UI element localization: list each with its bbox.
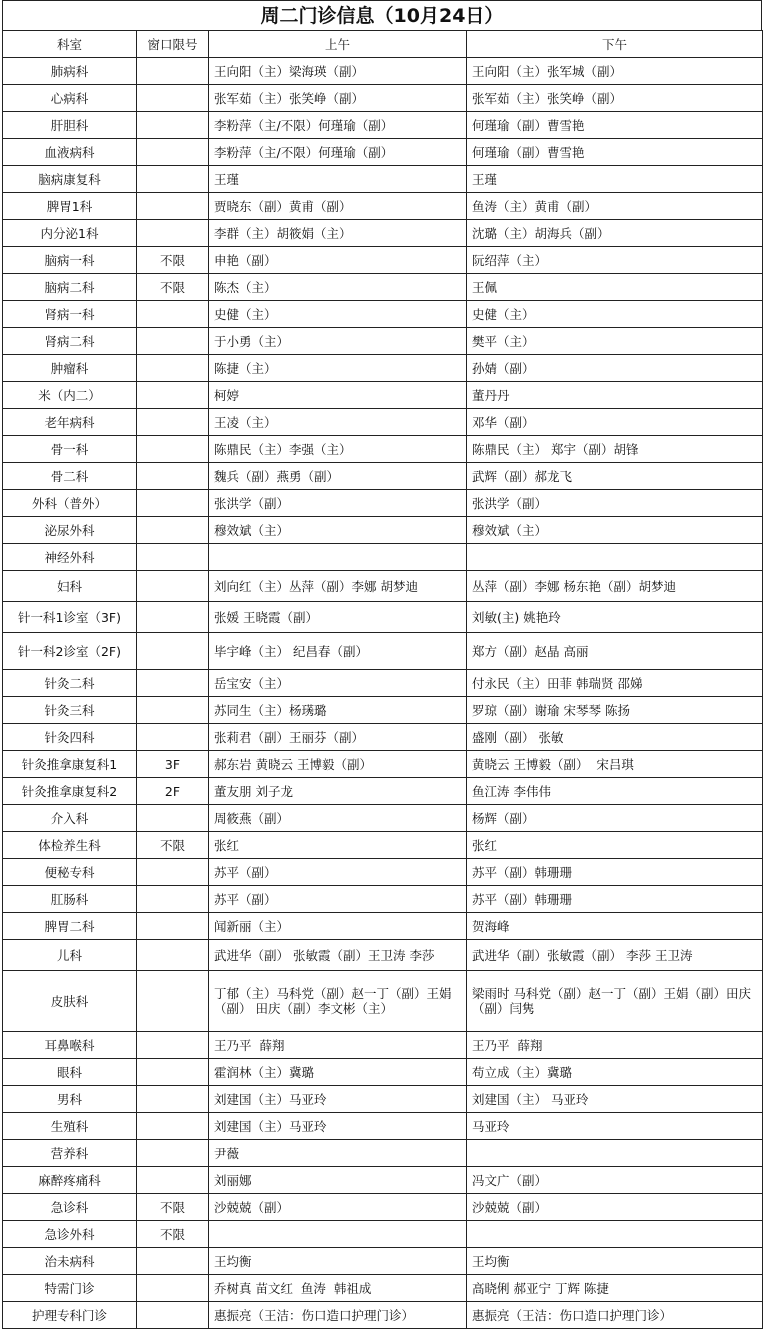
department-cell: 麻醉疼痛科 [3, 1167, 137, 1194]
morning-cell: 王凌（主） [209, 409, 467, 436]
window-limit-cell [137, 971, 209, 1032]
morning-cell: 于小勇（主） [209, 328, 467, 355]
department-cell: 针灸二科 [3, 670, 137, 697]
table-row [3, 751, 763, 778]
window-limit-cell: 不限 [137, 247, 209, 274]
morning-cell: 刘向红（主）丛萍（副）李娜 胡梦迪 [209, 571, 467, 602]
department-cell: 特需门诊 [3, 1275, 137, 1302]
table-row [3, 301, 763, 328]
afternoon-cell: 王向阳（主）张军城（副） [467, 58, 763, 85]
header-afternoon: 下午 [467, 31, 763, 58]
morning-cell: 董友朋 刘子龙 [209, 778, 467, 805]
table-row [3, 328, 763, 355]
afternoon-cell: 马亚玲 [467, 1113, 763, 1140]
morning-cell: 史健（主） [209, 301, 467, 328]
window-limit-cell [137, 1113, 209, 1140]
window-limit-cell [137, 633, 209, 670]
table-body [3, 58, 763, 1329]
morning-cell: 苏平（副） [209, 886, 467, 913]
department-cell: 急诊外科 [3, 1221, 137, 1248]
department-cell: 针灸推拿康复科2 [3, 778, 137, 805]
table-row [3, 1086, 763, 1113]
morning-cell: 李粉萍（主/不限）何瑾瑜（副） [209, 139, 467, 166]
table-row [3, 490, 763, 517]
morning-cell: 陈鼎民（主）李强（主） [209, 436, 467, 463]
department-cell: 骨一科 [3, 436, 137, 463]
table-row [3, 85, 763, 112]
morning-cell: 刘建国（主）马亚玲 [209, 1086, 467, 1113]
table-row [3, 355, 763, 382]
morning-cell: 毕宇峰（主） 纪昌春（副） [209, 633, 467, 670]
morning-cell: 岳宝安（主） [209, 670, 467, 697]
window-limit-cell [137, 301, 209, 328]
table-row [3, 247, 763, 274]
header-department: 科室 [3, 31, 137, 58]
morning-cell: 魏兵（副）燕勇（副） [209, 463, 467, 490]
department-cell: 针一科1诊室（3F) [3, 602, 137, 633]
table-row [3, 1275, 763, 1302]
table-row [3, 778, 763, 805]
afternoon-cell: 罗琼（副）谢瑜 宋琴琴 陈扬 [467, 697, 763, 724]
afternoon-cell: 王乃平 薛翔 [467, 1032, 763, 1059]
afternoon-cell: 苟立成（主）冀璐 [467, 1059, 763, 1086]
department-cell: 脑病二科 [3, 274, 137, 301]
morning-cell: 张红 [209, 832, 467, 859]
table-row [3, 544, 763, 571]
header-window-limit: 窗口限号 [137, 31, 209, 58]
department-cell: 针灸推拿康复科1 [3, 751, 137, 778]
department-cell: 皮肤科 [3, 971, 137, 1032]
table-row [3, 58, 763, 85]
afternoon-cell: 丛萍（副）李娜 杨东艳（副）胡梦迪 [467, 571, 763, 602]
window-limit-cell [137, 724, 209, 751]
afternoon-cell: 贺海峰 [467, 913, 763, 940]
window-limit-cell [137, 85, 209, 112]
afternoon-cell: 张军茹（主）张笑峥（副） [467, 85, 763, 112]
afternoon-cell: 何瑾瑜（副）曹雪艳 [467, 139, 763, 166]
department-cell: 血液病科 [3, 139, 137, 166]
schedule-document [2, 0, 762, 1329]
table-row [3, 1032, 763, 1059]
table-row [3, 1113, 763, 1140]
table-row [3, 1221, 763, 1248]
table-row [3, 1194, 763, 1221]
table-row [3, 670, 763, 697]
window-limit-cell [137, 220, 209, 247]
window-limit-cell [137, 1302, 209, 1329]
afternoon-cell: 武辉（副）郝龙飞 [467, 463, 763, 490]
morning-cell: 刘建国（主）马亚玲 [209, 1113, 467, 1140]
schedule-table [2, 30, 763, 1329]
morning-cell: 张莉君（副）王丽芬（副） [209, 724, 467, 751]
window-limit-cell [137, 193, 209, 220]
afternoon-cell [467, 544, 763, 571]
window-limit-cell [137, 1248, 209, 1275]
afternoon-cell: 郑方（副）赵晶 高丽 [467, 633, 763, 670]
window-limit-cell [137, 355, 209, 382]
table-row [3, 166, 763, 193]
window-limit-cell [137, 886, 209, 913]
department-cell: 营养科 [3, 1140, 137, 1167]
window-limit-cell [137, 1167, 209, 1194]
morning-cell: 闻新丽（主） [209, 913, 467, 940]
morning-cell: 刘丽娜 [209, 1167, 467, 1194]
department-cell: 肺病科 [3, 58, 137, 85]
window-limit-cell [137, 1059, 209, 1086]
table-row [3, 436, 763, 463]
table-row [3, 1302, 763, 1329]
window-limit-cell [137, 166, 209, 193]
morning-cell: 陈捷（主） [209, 355, 467, 382]
afternoon-cell: 陈鼎民（主） 郑宇（副）胡锋 [467, 436, 763, 463]
afternoon-cell: 阮绍萍（主） [467, 247, 763, 274]
window-limit-cell: 2F [137, 778, 209, 805]
morning-cell: 穆效斌（主） [209, 517, 467, 544]
table-row [3, 913, 763, 940]
table-row [3, 724, 763, 751]
morning-cell: 惠振亮（王洁：伤口造口护理门诊） [209, 1302, 467, 1329]
window-limit-cell [137, 490, 209, 517]
department-cell: 脾胃1科 [3, 193, 137, 220]
department-cell: 肝胆科 [3, 112, 137, 139]
afternoon-cell: 孙婧（副） [467, 355, 763, 382]
window-limit-cell: 不限 [137, 274, 209, 301]
department-cell: 针灸四科 [3, 724, 137, 751]
table-row [3, 193, 763, 220]
table-row [3, 112, 763, 139]
window-limit-cell [137, 602, 209, 633]
window-limit-cell [137, 463, 209, 490]
table-row [3, 463, 763, 490]
window-limit-cell [137, 1032, 209, 1059]
afternoon-cell: 沙兢兢（副） [467, 1194, 763, 1221]
afternoon-cell: 苏平（副）韩珊珊 [467, 859, 763, 886]
window-limit-cell [137, 544, 209, 571]
afternoon-cell: 黄晓云 王博毅（副） 宋吕琪 [467, 751, 763, 778]
table-row [3, 832, 763, 859]
department-cell: 儿科 [3, 940, 137, 971]
window-limit-cell [137, 805, 209, 832]
window-limit-cell [137, 382, 209, 409]
table-row [3, 274, 763, 301]
department-cell: 泌尿外科 [3, 517, 137, 544]
window-limit-cell [137, 58, 209, 85]
morning-cell: 沙兢兢（副） [209, 1194, 467, 1221]
morning-cell: 乔树真 苗文红 鱼涛 韩祖成 [209, 1275, 467, 1302]
window-limit-cell [137, 1275, 209, 1302]
morning-cell: 张洪学（副） [209, 490, 467, 517]
afternoon-cell [467, 1140, 763, 1167]
table-row [3, 1059, 763, 1086]
window-limit-cell [137, 517, 209, 544]
afternoon-cell: 盛刚（副） 张敏 [467, 724, 763, 751]
department-cell: 肛肠科 [3, 886, 137, 913]
morning-cell: 柯婷 [209, 382, 467, 409]
morning-cell: 李群（主）胡筱娟（主） [209, 220, 467, 247]
morning-cell: 武进华（副） 张敏霞（副）王卫涛 李莎 [209, 940, 467, 971]
afternoon-cell: 董丹丹 [467, 382, 763, 409]
afternoon-cell: 刘敏(主) 姚艳玲 [467, 602, 763, 633]
department-cell: 介入科 [3, 805, 137, 832]
window-limit-cell [137, 697, 209, 724]
department-cell: 米（内二） [3, 382, 137, 409]
morning-cell: 贾晓东（副）黄甫（副） [209, 193, 467, 220]
table-header-row [3, 31, 763, 58]
department-cell: 骨二科 [3, 463, 137, 490]
department-cell: 老年病科 [3, 409, 137, 436]
afternoon-cell: 张红 [467, 832, 763, 859]
afternoon-cell: 何瑾瑜（副）曹雪艳 [467, 112, 763, 139]
table-row [3, 886, 763, 913]
morning-cell: 苏同生（主）杨璓璐 [209, 697, 467, 724]
department-cell: 神经外科 [3, 544, 137, 571]
afternoon-cell: 梁雨时 马科党（副）赵一丁（副）王娟（副）田庆（副）闫隽 [467, 971, 763, 1032]
department-cell: 眼科 [3, 1059, 137, 1086]
afternoon-cell: 王佩 [467, 274, 763, 301]
afternoon-cell: 杨辉（副） [467, 805, 763, 832]
window-limit-cell [137, 328, 209, 355]
department-cell: 脑病一科 [3, 247, 137, 274]
page-title: 周二门诊信息（10月24日） [2, 0, 762, 30]
department-cell: 心病科 [3, 85, 137, 112]
table-row [3, 220, 763, 247]
department-cell: 肿瘤科 [3, 355, 137, 382]
window-limit-cell [137, 859, 209, 886]
department-cell: 男科 [3, 1086, 137, 1113]
department-cell: 体检养生科 [3, 832, 137, 859]
afternoon-cell: 高晓俐 郝亚宁 丁辉 陈捷 [467, 1275, 763, 1302]
table-row [3, 382, 763, 409]
department-cell: 肾病一科 [3, 301, 137, 328]
department-cell: 脑病康复科 [3, 166, 137, 193]
department-cell: 针灸三科 [3, 697, 137, 724]
department-cell: 外科（普外） [3, 490, 137, 517]
afternoon-cell: 邓华（副） [467, 409, 763, 436]
window-limit-cell: 不限 [137, 1221, 209, 1248]
window-limit-cell [137, 571, 209, 602]
morning-cell: 申艳（副） [209, 247, 467, 274]
afternoon-cell: 王均衡 [467, 1248, 763, 1275]
morning-cell: 张媛 王晓霞（副） [209, 602, 467, 633]
table-row [3, 633, 763, 670]
window-limit-cell [137, 112, 209, 139]
window-limit-cell [137, 139, 209, 166]
afternoon-cell: 苏平（副）韩珊珊 [467, 886, 763, 913]
header-morning: 上午 [209, 31, 467, 58]
department-cell: 内分泌1科 [3, 220, 137, 247]
window-limit-cell [137, 913, 209, 940]
morning-cell [209, 544, 467, 571]
department-cell: 护理专科门诊 [3, 1302, 137, 1329]
afternoon-cell: 武进华（副）张敏霞（副） 李莎 王卫涛 [467, 940, 763, 971]
table-row [3, 1167, 763, 1194]
window-limit-cell [137, 940, 209, 971]
morning-cell: 郝东岩 黄晓云 王博毅（副） [209, 751, 467, 778]
afternoon-cell: 史健（主） [467, 301, 763, 328]
table-row [3, 1140, 763, 1167]
department-cell: 治未病科 [3, 1248, 137, 1275]
afternoon-cell: 冯文广（副） [467, 1167, 763, 1194]
table-row [3, 571, 763, 602]
morning-cell: 王向阳（主）梁海瑛（副） [209, 58, 467, 85]
department-cell: 妇科 [3, 571, 137, 602]
afternoon-cell: 付永民（主）田菲 韩瑞贤 邵娣 [467, 670, 763, 697]
table-row [3, 697, 763, 724]
window-limit-cell [137, 1140, 209, 1167]
morning-cell: 张军茹（主）张笑峥（副） [209, 85, 467, 112]
morning-cell: 丁郁（主）马科党（副）赵一丁（副）王娟（副） 田庆（副）李文彬（主） [209, 971, 467, 1032]
morning-cell: 王乃平 薛翔 [209, 1032, 467, 1059]
table-row [3, 602, 763, 633]
window-limit-cell [137, 409, 209, 436]
afternoon-cell: 惠振亮（王洁：伤口造口护理门诊） [467, 1302, 763, 1329]
morning-cell: 陈杰（主） [209, 274, 467, 301]
table-row [3, 139, 763, 166]
department-cell: 生殖科 [3, 1113, 137, 1140]
afternoon-cell: 樊平（主） [467, 328, 763, 355]
afternoon-cell: 沈璐（主）胡海兵（副） [467, 220, 763, 247]
morning-cell: 霍润林（主）冀璐 [209, 1059, 467, 1086]
morning-cell: 王瑾 [209, 166, 467, 193]
window-limit-cell: 3F [137, 751, 209, 778]
table-row [3, 971, 763, 1032]
table-row [3, 940, 763, 971]
afternoon-cell: 鱼涛（主）黄甫（副） [467, 193, 763, 220]
department-cell: 耳鼻喉科 [3, 1032, 137, 1059]
table-row [3, 517, 763, 544]
window-limit-cell [137, 1086, 209, 1113]
window-limit-cell [137, 436, 209, 463]
morning-cell: 苏平（副） [209, 859, 467, 886]
department-cell: 肾病二科 [3, 328, 137, 355]
table-row [3, 409, 763, 436]
department-cell: 便秘专科 [3, 859, 137, 886]
department-cell: 急诊科 [3, 1194, 137, 1221]
window-limit-cell: 不限 [137, 832, 209, 859]
window-limit-cell: 不限 [137, 1194, 209, 1221]
afternoon-cell: 刘建国（主） 马亚玲 [467, 1086, 763, 1113]
morning-cell: 尹薇 [209, 1140, 467, 1167]
morning-cell: 王均衡 [209, 1248, 467, 1275]
table-row [3, 805, 763, 832]
afternoon-cell [467, 1221, 763, 1248]
afternoon-cell: 穆效斌（主） [467, 517, 763, 544]
window-limit-cell [137, 670, 209, 697]
department-cell: 脾胃二科 [3, 913, 137, 940]
department-cell: 针一科2诊室（2F) [3, 633, 137, 670]
morning-cell: 李粉萍（主/不限）何瑾瑜（副） [209, 112, 467, 139]
table-row [3, 1248, 763, 1275]
morning-cell: 周筱燕（副） [209, 805, 467, 832]
afternoon-cell: 鱼江涛 李伟伟 [467, 778, 763, 805]
morning-cell [209, 1221, 467, 1248]
table-row [3, 859, 763, 886]
afternoon-cell: 王瑾 [467, 166, 763, 193]
afternoon-cell: 张洪学（副） [467, 490, 763, 517]
